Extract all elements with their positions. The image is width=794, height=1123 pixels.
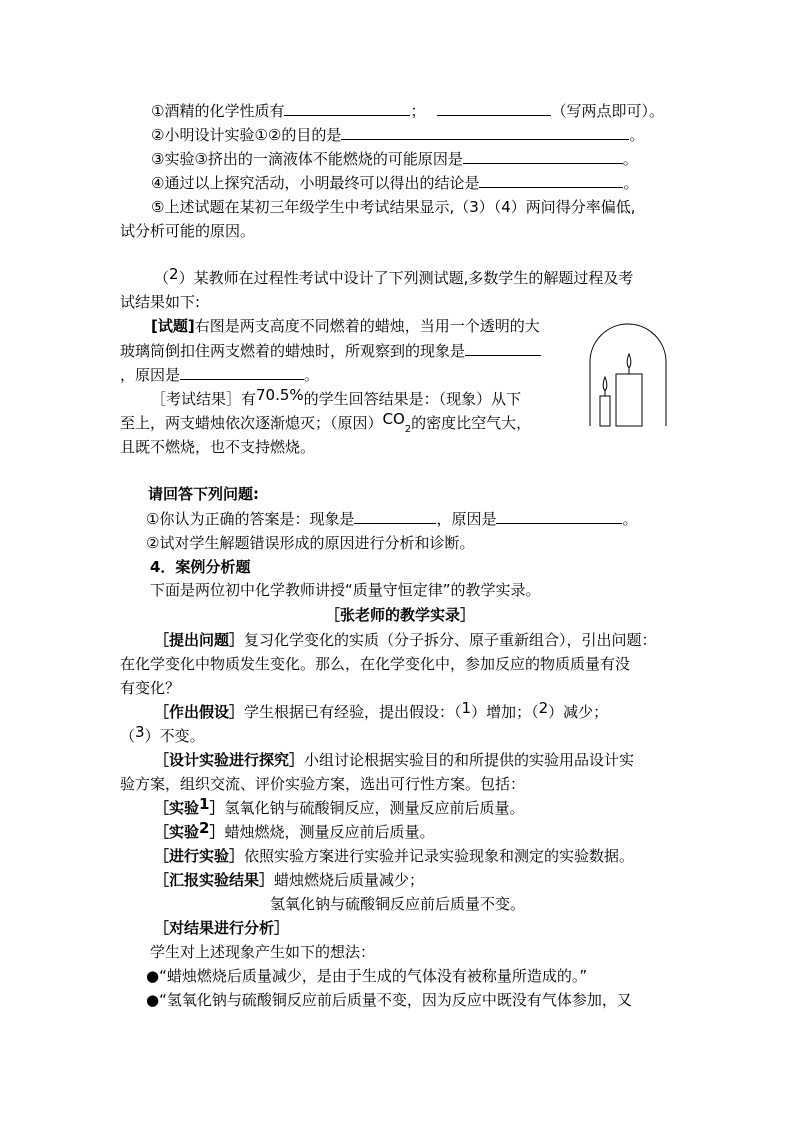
test-question: [试题]右图是两支高度不同燃着的蜡烛，当用一个透明的大 [151, 317, 540, 335]
answer-blank[interactable] [479, 173, 623, 188]
answer-item-2: ②试对学生解题错误形成的原因进行分析和诊断。 [146, 534, 475, 552]
experiment-2: ［实验2］蜡烛燃烧，测量反应前后质量。 [154, 819, 435, 841]
question-item-3: ③实验③挤出的一滴液体不能燃烧的可能原因是 。 [151, 150, 638, 168]
tall-candle-flame [627, 354, 631, 368]
part2-intro: （2）某教师在过程性考试中设计了下列测试题,多数学生的解题过程及考 [154, 265, 634, 287]
answer-heading: 请回答下列问题: [148, 485, 259, 503]
hypothesis-cont: （3）不变。 [120, 723, 205, 745]
case-heading: 4．案例分析题 [150, 558, 251, 576]
question-item-5: ⑤上述试题在某初三年级学生中考试结果显示,（3）（4）两问得分率偏低, [151, 198, 636, 216]
answer-blank[interactable] [463, 149, 623, 164]
answer-blank[interactable] [437, 101, 551, 116]
case-intro: 下面是两位初中化学教师讲授“质量守恒定律”的教学实录。 [150, 581, 541, 599]
answer-blank[interactable] [180, 365, 304, 380]
analyze-results-intro: 学生对上述现象产生如下的想法： [150, 943, 376, 961]
design-experiment: ［设计实验进行探究］小组讨论根据实验目的和所提供的实验用品设计实 [154, 751, 635, 769]
answer-blank[interactable] [341, 125, 629, 140]
answer-blank[interactable] [354, 509, 436, 524]
bullet-icon: ● [146, 991, 160, 1009]
question-item-5-cont: 试分析可能的原因。 [120, 222, 256, 240]
pose-question-cont: 在化学变化中物质发生变化。那么，在化学变化中，参加反应的物质质量有没 [120, 655, 631, 673]
test-question-cont: ，原因是 。 [120, 366, 320, 384]
hypothesis: ［作出假设］学生根据已有经验，提出假设：（1）增加；（2）减少； [154, 699, 609, 721]
pose-question-cont: 有变化？ [120, 679, 181, 697]
glass-jar [590, 324, 666, 426]
test-question-cont: 玻璃筒倒扣住两支燃着的蜡烛时，所观察到的现象是 [120, 341, 541, 361]
part2-intro-cont: 试结果如下: [120, 293, 201, 311]
test-result-cont: 至上，两支蜡烛依次逐渐熄灭；（原因）$CO_2$的密度比空气大， [120, 410, 532, 435]
answer-item-1: ①你认为正确的答案是：现象是 ，原因是 。 [146, 510, 638, 528]
bullet-icon: ● [146, 967, 160, 985]
report-results: ［汇报实验结果］蜡烛燃烧后质量减少； [154, 871, 425, 889]
analyze-results-heading: ［对结果进行分析］ [154, 919, 290, 937]
test-result: ［考试结果］有70.5%的学生回答结果是：（现象）从下 [151, 386, 522, 408]
case-subtitle: ［张老师的教学实录］ [324, 606, 475, 624]
question-item-1: ①酒精的化学性质有 ； （写两点即可）。 [151, 102, 664, 120]
question-item-2: ②小明设计实验①②的目的是 。 [151, 126, 645, 144]
list-item: ●“蜡烛燃烧后质量减少，是由于生成的气体没有被称量所造成的。” [146, 967, 588, 985]
short-candle-flame [603, 377, 607, 391]
test-result-cont: 且既不燃烧，也不支持燃烧。 [120, 438, 316, 456]
experiment-1: ［实验1］氢氧化钠与硫酸铜反应，测量反应前后质量。 [154, 795, 525, 817]
design-experiment-cont: 验方案，组织交流、评价实验方案，选出可行性方案。包括： [120, 775, 526, 793]
answer-blank[interactable] [284, 101, 410, 116]
list-item: ●“氢氧化钠与硫酸铜反应前后质量不变，因为反应中既没有气体参加，又 [146, 991, 632, 1009]
tall-candle [616, 374, 642, 426]
report-results-cont: 氢氧化钠与硫酸铜反应前后质量不变。 [270, 895, 526, 913]
answer-blank[interactable] [496, 509, 622, 524]
conduct-experiment: ［进行实验］依照实验方案进行实验并记录实验现象和测定的实验数据。 [154, 847, 635, 865]
short-candle [600, 396, 610, 426]
candle-jar-figure [588, 322, 668, 427]
pose-question: ［提出问题］复习化学变化的实质（分子拆分、原子重新组合），引出问题： [154, 631, 657, 649]
answer-blank[interactable] [465, 341, 541, 356]
question-item-4: ④通过以上探究活动，小明最终可以得出的结论是 。 [151, 174, 639, 192]
